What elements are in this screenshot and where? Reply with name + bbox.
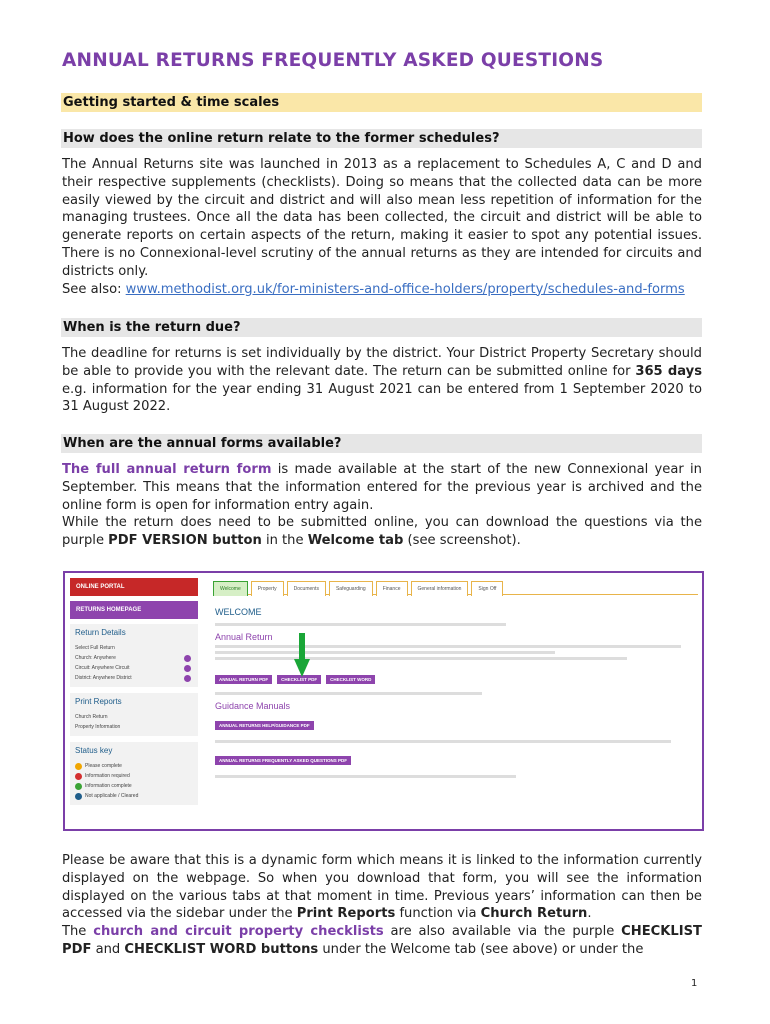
down-arrow-icon [294, 633, 310, 677]
faq-pdf-button: ANNUAL RETURNS FREQUENTLY ASKED QUESTIONS PDF [215, 756, 351, 765]
screenshot-sidebar [70, 578, 198, 811]
annual-return-link[interactable]: The full annual return form [62, 462, 272, 477]
question-heading: How does the online return relate to the former schedules? [61, 129, 702, 148]
page-number: 1 [691, 978, 698, 989]
section-heading: Getting started & time scales [61, 93, 702, 112]
online-portal-button: ONLINE PORTAL [70, 578, 198, 596]
question-heading: When are the annual forms available? [61, 434, 702, 453]
status-key-panel: Status key Please complete Information required Information complete Not applicable / Cleared [70, 742, 198, 805]
checklist-pdf-button: CHECKLIST PDF [277, 675, 321, 684]
return-details-panel: Return Details Select Full Return Church: Anywhere Circuit: Anywhere Circuit District: Anywhere District [70, 624, 198, 687]
page-title: ANNUAL RETURNS FREQUENTLY ASKED QUESTIONS [62, 50, 604, 71]
question-heading: When is the return due? [61, 318, 702, 337]
answer-paragraph: The full annual return form is made available at the start of the new Connexional year in September. This means that the information entered for the previous year is archived and the online form is open for information entry again. While the return does need to be submitted online, you can download the questions via the purple PDF VERSION button in the Welcome tab (see screenshot). [62, 462, 702, 549]
returns-homepage-button: RETURNS HOMEPAGE [70, 601, 198, 619]
answer-paragraph: The Annual Returns site was launched in 2013 as a replacement to Schedules A, C and D and their respective supplements (checklists). Doing so means that the collected data can be more easily viewed by the circuit and district and will also mean less repetition of information for the managing trustees. Once all the data has been collected, the circuit and district will be able to generate reports on certain aspects of the return, making it easier to spot any potential issues. There is no Connexional-level scrutiny of the annual returns as they are intended for circuits and districts only. See also: www.methodist.org.uk/for-ministers-and-office-holders/property/schedules-and-forms [62, 157, 702, 297]
welcome-heading: WELCOME [215, 607, 262, 617]
print-reports-panel: Print Reports Church Return Property Information [70, 693, 198, 736]
guidance-heading: Guidance Manuals [215, 701, 291, 711]
dynamic-form-paragraph: Please be aware that this is a dynamic form which means it is linked to the information currently displayed on the webpage. So when you download that form, you will see the information displayed on the various tabs at that moment in time. Previous years’ information can then be accessed via the sidebar under the Print Reports function via Church Return. The church and circuit property checklists are also available via the purple CHECKLIST PDF and CHECKLIST WORD buttons under the Welcome tab (see above) or under the [62, 853, 702, 957]
help-pdf-button: ANNUAL RETURNS HELP/GUIDANCE PDF [215, 721, 314, 730]
checklist-word-button: CHECKLIST WORD [326, 675, 375, 684]
schedules-link[interactable]: www.methodist.org.uk/for-ministers-and-office-holders/property/schedules-and-forms [125, 281, 685, 297]
checklists-link[interactable]: church and circuit property checklists [93, 924, 384, 940]
answer-paragraph: The deadline for returns is set individually by the district. Your District Property Secretary should be able to provide you with the relevant date. The return can be submitted online for 365 days e.g. information for the year ending 31 August 2021 can be entered from 1 September 2020 to 31 August 2022. [62, 346, 702, 415]
annual-return-heading: Annual Return [215, 632, 273, 642]
portal-screenshot [63, 571, 704, 831]
screenshot-tabs: Welcome Property Documents Safeguarding Finance General information Sign Off [213, 578, 698, 595]
annual-return-pdf-button: ANNUAL RETURN PDF [215, 675, 272, 684]
screenshot-main [213, 578, 698, 828]
